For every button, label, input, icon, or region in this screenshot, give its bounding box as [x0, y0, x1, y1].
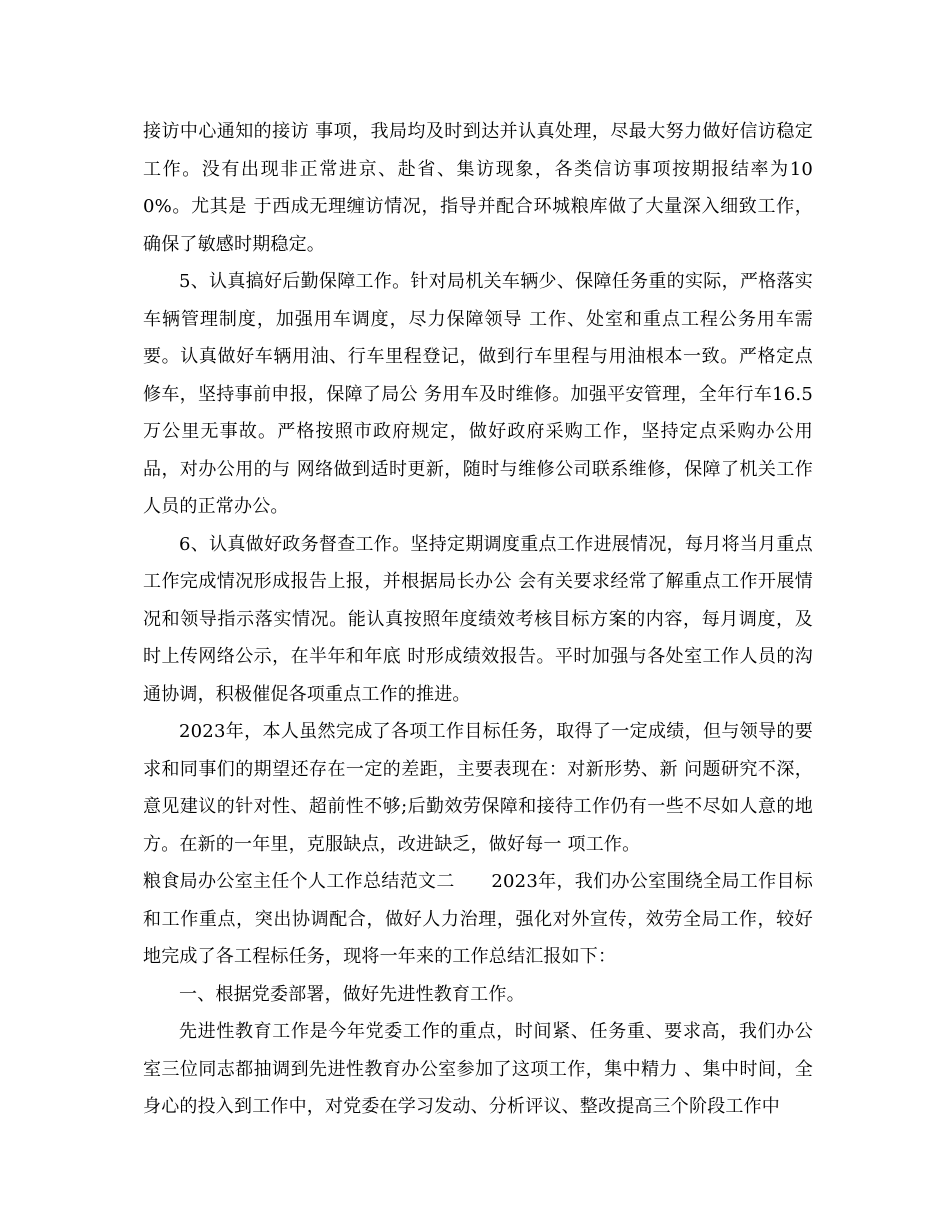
paragraph-supervision: 6、认真做好政务督查工作。坚持定期调度重点工作进展情况，每月将当月重点工作完成情况形成报告上报，并根据局长办公 会有关要求经常了解重点工作开展情况和领导指示落实情况。能认真按照年度绩效考核目标方案的内容，每月调度，及时上传网络公示，在半年和年底 时形成绩效报告。平时加强与各处室工作人员的沟通协调，积极催促各项重点工作的推进。: [143, 533, 813, 705]
paragraph-logistics: 5、认真搞好后勤保障工作。针对局机关车辆少、保障任务重的实际，严格落实车辆管理制度，加强用车调度，尽力保障领导 工作、处室和重点工程公务用车需要。认真做好车辆用油、行车里程登记，做到行车里程与用油根本一致。严格定点修车，坚持事前申报，保障了局公 务用车及时维修。加强平安管理，全年行车16.5万公里无事故。严格按照市政府规定，做好政府采购工作，坚持定点采购办公用品，对办公用的与 网络做到适时更新，随时与维修公司联系维修，保障了机关工作人员的正常办公。: [143, 271, 813, 517]
paragraph-summary-2023: 2023年，本人虽然完成了各项工作目标任务，取得了一定成绩，但与领导的要求和同事们的期望还存在一定的差距，主要表现在：对新形势、新 问题研究不深，意见建议的针对性、超前性不够;后勤效劳保障和接待工作仍有一些不尽如人意的地方。在新的一年里，克服缺点，改进缺乏，做好每一 项工作。: [143, 721, 813, 855]
document-body: [143, 113, 813, 1126]
paragraph-continuation: 接访中心通知的接访 事项，我局均及时到达并认真处理，尽最大努力做好信访稳定工作。没有出现非正常进京、赴省、集访现象，各类信访事项按期报结率为100%。尤其是 于西成无理缠访情况，指导并配合环城粮库做了大量深入细致工作，确保了敏感时期稳定。: [143, 121, 813, 255]
section-heading-one: 一、根据党委部署，做好先进性教育工作。: [179, 983, 525, 1005]
paragraph-advanced-education: 先进性教育工作是今年党委工作的重点，时间紧、任务重、要求高，我们办公室三位同志都抽调到先进性教育办公室参加了这项工作，集中精力 、集中时间，全身心的投入到工作中，对党委在学习发动、分析评议、整改提高三个阶段工作中: [143, 1021, 813, 1117]
paragraph-sample-two: 粮食局办公室主任个人工作总结范文二 2023年，我们办公室围绕全局工作目标和工作重点，突出协调配合，做好人力治理，强化对外宣传，效劳全局工作，较好地完成了各工程标任务，现将一年来的工作总结汇报如下：: [143, 871, 813, 967]
